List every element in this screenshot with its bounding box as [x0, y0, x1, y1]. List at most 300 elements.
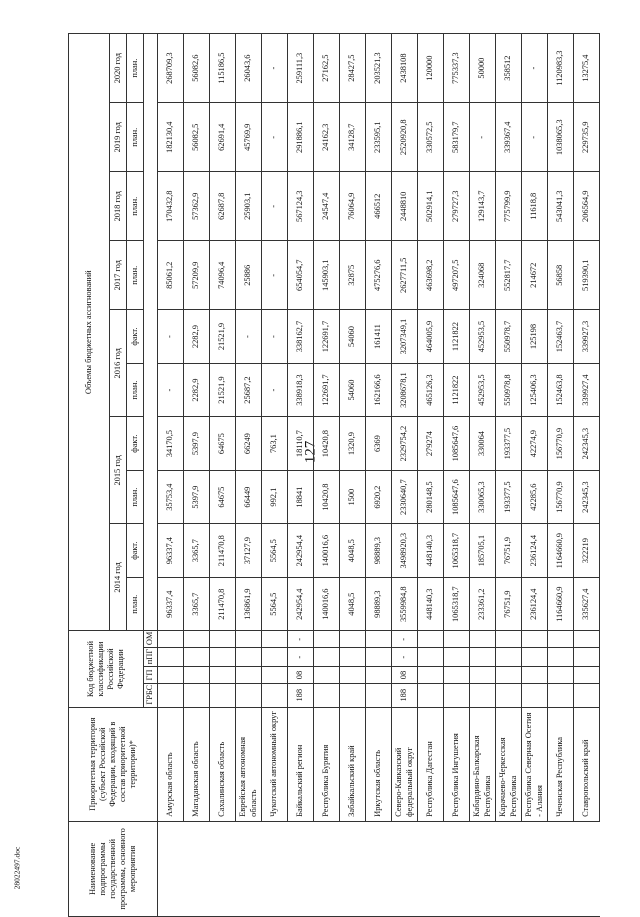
value-cell: 3365,7 [184, 577, 210, 631]
value-cell: 211470,8 [210, 577, 236, 631]
document-id: 28022497.doc [12, 846, 22, 890]
value-cell: 64675 [210, 417, 236, 471]
code-cell [548, 683, 574, 707]
value-cell: 156770,9 [548, 417, 574, 471]
table-row [262, 34, 288, 917]
code-cell [496, 648, 522, 667]
value-cell: 2627711,5 [392, 241, 418, 310]
value-cell: 37127,9 [236, 524, 262, 578]
table-row [548, 34, 574, 917]
territory-name: Республика Бурятия [314, 707, 340, 821]
territory-name: Чукотский автономный округ [262, 707, 288, 821]
value-cell: 28427,5 [340, 34, 366, 103]
value-cell: 193377,5 [496, 470, 522, 524]
header-plan: план. [126, 363, 143, 417]
table-row [496, 34, 522, 917]
value-cell: 6369 [366, 417, 392, 471]
code-cell [496, 631, 522, 648]
value-cell: - [522, 103, 548, 172]
value-cell: 185705,1 [470, 524, 496, 578]
value-cell: 161411 [366, 310, 392, 364]
value-cell: 76064,9 [340, 172, 366, 241]
value-cell: 497207,5 [444, 241, 470, 310]
value-cell: 448140,3 [418, 524, 444, 578]
value-cell: - [262, 241, 288, 310]
value-cell: 465126,3 [418, 363, 444, 417]
program-cell [314, 821, 340, 916]
header-budget-code: Код бюджетной классификации Российской Федерации [69, 631, 144, 707]
value-cell: 45769,9 [236, 103, 262, 172]
value-cell: 322219 [574, 524, 600, 578]
value-cell: 21521,9 [210, 310, 236, 364]
value-cell: 763,1 [262, 417, 288, 471]
code-cell [418, 631, 444, 648]
value-cell: 140016,6 [314, 577, 340, 631]
table-row [288, 34, 314, 917]
code-cell [158, 683, 184, 707]
table-row [314, 34, 340, 917]
header-code-om: ОМ [144, 631, 158, 648]
value-cell: 5397,9 [184, 470, 210, 524]
table-row [366, 34, 392, 917]
value-cell: 1085647,6 [444, 470, 470, 524]
table-row [574, 34, 600, 917]
code-cell [444, 683, 470, 707]
value-cell: 330065,3 [470, 470, 496, 524]
code-cell [340, 648, 366, 667]
value-cell: 233361,2 [470, 577, 496, 631]
code-cell [574, 648, 600, 667]
table-body [158, 34, 600, 917]
code-cell [366, 667, 392, 684]
table-row [236, 34, 262, 917]
value-cell: 3559984,8 [392, 577, 418, 631]
program-cell [158, 821, 184, 916]
code-cell [418, 648, 444, 667]
value-cell: - [158, 310, 184, 364]
value-cell: 120000 [418, 34, 444, 103]
value-cell: 56858 [548, 241, 574, 310]
value-cell: 4048,5 [340, 524, 366, 578]
code-cell [522, 667, 548, 684]
header-year-2016: 2016 год [109, 310, 126, 417]
value-cell: 543041,3 [548, 172, 574, 241]
value-cell: 338918,3 [288, 363, 314, 417]
code-cell [418, 683, 444, 707]
value-cell: - [522, 34, 548, 103]
code-cell [158, 648, 184, 667]
header-year-2017: 2017 год [109, 241, 126, 310]
code-cell: - [288, 631, 314, 648]
value-cell: 140016,6 [314, 524, 340, 578]
header-code-gp: ГП [144, 667, 158, 684]
value-cell: 62691,4 [210, 103, 236, 172]
value-cell: - [262, 103, 288, 172]
code-cell [548, 631, 574, 648]
value-cell: 1500 [340, 470, 366, 524]
header-year-2018: 2018 год [109, 172, 126, 241]
value-cell: 42274,9 [522, 417, 548, 471]
value-cell: 338162,7 [288, 310, 314, 364]
value-cell: 280148,5 [418, 470, 444, 524]
value-cell: 145903,1 [314, 241, 340, 310]
header-code-ppg: пПГ [144, 648, 158, 667]
value-cell: 122691,7 [314, 310, 340, 364]
code-cell [210, 631, 236, 648]
value-cell: 5397,9 [184, 417, 210, 471]
value-cell: 519390,1 [574, 241, 600, 310]
value-cell: 229735,9 [574, 103, 600, 172]
program-cell [496, 821, 522, 916]
header-fact: факт. [126, 310, 143, 364]
territory-name: Байкальский регион [288, 707, 314, 821]
value-cell: 66449 [236, 470, 262, 524]
code-cell [418, 667, 444, 684]
value-cell: 203521,3 [366, 34, 392, 103]
code-cell [262, 683, 288, 707]
code-cell [314, 667, 340, 684]
value-cell: 775337,3 [444, 34, 470, 103]
value-cell: 550978,7 [496, 310, 522, 364]
value-cell: 2520920,8 [392, 103, 418, 172]
code-cell [210, 667, 236, 684]
value-cell: 98889,3 [366, 524, 392, 578]
code-cell [496, 667, 522, 684]
value-cell: 464005,9 [418, 310, 444, 364]
value-cell: 452953,5 [470, 310, 496, 364]
code-cell [158, 631, 184, 648]
value-cell: 25886 [236, 241, 262, 310]
value-cell: 5564,5 [262, 577, 288, 631]
code-cell: 08 [288, 667, 314, 684]
program-cell [210, 821, 236, 916]
value-cell: 76751,9 [496, 524, 522, 578]
value-cell: 136861,9 [236, 577, 262, 631]
code-cell [496, 683, 522, 707]
value-cell: 2329754,2 [392, 417, 418, 471]
table-row [210, 34, 236, 917]
code-cell [314, 683, 340, 707]
header-plan: план. [126, 577, 143, 631]
program-cell [340, 821, 366, 916]
value-cell: 1121822 [444, 363, 470, 417]
code-cell [340, 683, 366, 707]
value-cell: 10420,8 [314, 417, 340, 471]
value-cell: 42285,6 [522, 470, 548, 524]
code-cell [236, 683, 262, 707]
value-cell: 32875 [340, 241, 366, 310]
header-plan: план. [126, 34, 143, 103]
value-cell: 57362,9 [184, 172, 210, 241]
territory-name: Республика Дагестан [418, 707, 444, 821]
value-cell: 13275,4 [574, 34, 600, 103]
table-row [522, 34, 548, 917]
value-cell: 24547,4 [314, 172, 340, 241]
program-cell [574, 821, 600, 916]
value-cell: 2282,9 [184, 363, 210, 417]
value-cell: 330572,5 [418, 103, 444, 172]
value-cell: 550978,8 [496, 363, 522, 417]
header-territory: Приоритетная территория (субъект Российской Федерации, входящий в состав приоритетной территории)* [69, 707, 158, 821]
header-fact: факт. [126, 417, 143, 471]
value-cell: 35753,4 [158, 470, 184, 524]
code-cell [184, 667, 210, 684]
code-cell [210, 648, 236, 667]
value-cell: 21521,9 [210, 363, 236, 417]
code-cell [210, 683, 236, 707]
value-cell: 122691,7 [314, 363, 340, 417]
value-cell: 156770,9 [548, 470, 574, 524]
value-cell: 291886,1 [288, 103, 314, 172]
value-cell: 330064 [470, 417, 496, 471]
budget-allocation-table [68, 33, 600, 917]
value-cell: 1120983,3 [548, 34, 574, 103]
territory-name: Северо-Кавказский федеральный округ [392, 707, 418, 821]
code-cell [236, 631, 262, 648]
value-cell: 339927,3 [574, 310, 600, 364]
value-cell: 279727,3 [444, 172, 470, 241]
table-row [158, 34, 184, 917]
value-cell: 214672 [522, 241, 548, 310]
value-cell: 57209,9 [184, 241, 210, 310]
value-cell: 324068 [470, 241, 496, 310]
value-cell: - [236, 310, 262, 364]
code-cell [184, 631, 210, 648]
value-cell: 5564,5 [262, 524, 288, 578]
value-cell: 242345,3 [574, 417, 600, 471]
value-cell: 34128,7 [340, 103, 366, 172]
value-cell: 152463,7 [548, 310, 574, 364]
code-cell [236, 648, 262, 667]
program-cell [444, 821, 470, 916]
value-cell: 1065318,7 [444, 577, 470, 631]
value-cell: 27162,5 [314, 34, 340, 103]
code-cell [574, 667, 600, 684]
table-row [418, 34, 444, 917]
value-cell: 775799,9 [496, 172, 522, 241]
page-number: 127 [302, 440, 319, 464]
header-program: Наименование подпрограммы государственной программы, основного мероприятия [69, 821, 158, 916]
value-cell: - [470, 103, 496, 172]
value-cell: 4048,5 [340, 577, 366, 631]
code-cell [548, 648, 574, 667]
value-cell: 463698,2 [418, 241, 444, 310]
value-cell: - [262, 172, 288, 241]
code-cell [314, 648, 340, 667]
budget-table-container [68, 33, 594, 917]
value-cell: 54060 [340, 310, 366, 364]
code-cell [262, 648, 288, 667]
value-cell: 3207349,1 [392, 310, 418, 364]
header-plan: план. [126, 241, 143, 310]
value-cell: 25903,1 [236, 172, 262, 241]
value-cell: 24162,3 [314, 103, 340, 172]
value-cell: 3365,7 [184, 524, 210, 578]
value-cell: 85061,2 [158, 241, 184, 310]
value-cell: 475276,6 [366, 241, 392, 310]
code-cell: 188 [392, 683, 418, 707]
territory-name: Еврейская автономная область [236, 707, 262, 821]
code-cell [366, 648, 392, 667]
value-cell: 1121822 [444, 310, 470, 364]
table-row [444, 34, 470, 917]
value-cell: 66249 [236, 417, 262, 471]
value-cell: 452953,5 [470, 363, 496, 417]
value-cell: 170432,8 [158, 172, 184, 241]
value-cell: 50000 [470, 34, 496, 103]
table-row [184, 34, 210, 917]
code-cell [366, 631, 392, 648]
code-cell: - [288, 648, 314, 667]
program-cell [262, 821, 288, 916]
value-cell: 3498920,3 [392, 524, 418, 578]
value-cell: 1085647,6 [444, 417, 470, 471]
value-cell: 242345,3 [574, 470, 600, 524]
value-cell: 2282,9 [184, 310, 210, 364]
code-cell [574, 631, 600, 648]
code-cell: - [392, 631, 418, 648]
header-plan: план. [126, 470, 143, 524]
value-cell: 96337,4 [158, 524, 184, 578]
code-cell [262, 631, 288, 648]
program-cell [418, 821, 444, 916]
code-cell [444, 648, 470, 667]
value-cell: 268709,3 [158, 34, 184, 103]
header-year-2020: 2020 год [109, 34, 126, 103]
territory-name: Иркутская область [366, 707, 392, 821]
value-cell: 233595,1 [366, 103, 392, 172]
territory-name: Ставропольский край [574, 707, 600, 821]
code-cell [262, 667, 288, 684]
value-cell: 34170,5 [158, 417, 184, 471]
value-cell: 2448810 [392, 172, 418, 241]
value-cell: 96337,4 [158, 577, 184, 631]
header-volumes: Объемы бюджетных ассигнований [69, 34, 110, 631]
value-cell: 6920,2 [366, 470, 392, 524]
value-cell: 125406,3 [522, 363, 548, 417]
value-cell: 98889,3 [366, 577, 392, 631]
value-cell: 54060 [340, 363, 366, 417]
value-cell: 502914,1 [418, 172, 444, 241]
code-cell [522, 683, 548, 707]
value-cell: 583179,7 [444, 103, 470, 172]
code-cell [340, 631, 366, 648]
value-cell: 242954,4 [288, 577, 314, 631]
program-cell [366, 821, 392, 916]
code-cell: - [392, 648, 418, 667]
value-cell: 279274 [418, 417, 444, 471]
value-cell: 11618,8 [522, 172, 548, 241]
value-cell: 129143,7 [470, 172, 496, 241]
value-cell: 466512 [366, 172, 392, 241]
value-cell: 1065318,7 [444, 524, 470, 578]
value-cell: 152463,8 [548, 363, 574, 417]
code-cell [470, 631, 496, 648]
program-cell [236, 821, 262, 916]
header-year-2019: 2019 год [109, 103, 126, 172]
code-cell [444, 631, 470, 648]
territory-name: Карачаево-Черкесская Республика [496, 707, 522, 821]
value-cell: 1038065,3 [548, 103, 574, 172]
code-cell [470, 648, 496, 667]
code-cell [236, 667, 262, 684]
table-header [69, 34, 158, 917]
header-year-2015: 2015 год [109, 417, 126, 524]
territory-name: Магаданская область [184, 707, 210, 821]
value-cell: 1320,9 [340, 417, 366, 471]
header-plan: план. [126, 172, 143, 241]
code-cell [366, 683, 392, 707]
value-cell: 335627,4 [574, 577, 600, 631]
code-cell [548, 667, 574, 684]
code-cell: 08 [392, 667, 418, 684]
code-cell [522, 648, 548, 667]
code-cell [470, 683, 496, 707]
value-cell: 76751,9 [496, 577, 522, 631]
value-cell: 56082,6 [184, 34, 210, 103]
value-cell: 206564,9 [574, 172, 600, 241]
value-cell: 236124,4 [522, 524, 548, 578]
table-row [392, 34, 418, 917]
territory-name: Сахалинская область [210, 707, 236, 821]
value-cell: 10420,8 [314, 470, 340, 524]
code-cell [184, 683, 210, 707]
code-cell [470, 667, 496, 684]
program-cell [392, 821, 418, 916]
value-cell: 26043,6 [236, 34, 262, 103]
program-cell [470, 821, 496, 916]
program-cell [522, 821, 548, 916]
territory-name: Амурская область [158, 707, 184, 821]
value-cell: 18110,7 [288, 417, 314, 471]
value-cell: - [158, 363, 184, 417]
value-cell: 2330640,7 [392, 470, 418, 524]
value-cell: 242954,4 [288, 524, 314, 578]
value-cell: 339927,4 [574, 363, 600, 417]
value-cell: 448140,3 [418, 577, 444, 631]
territory-name: Забайкальский край [340, 707, 366, 821]
value-cell: 62687,8 [210, 172, 236, 241]
header-plan: план. [126, 103, 143, 172]
value-cell: 211470,8 [210, 524, 236, 578]
value-cell: 552817,7 [496, 241, 522, 310]
code-cell: 188 [288, 683, 314, 707]
value-cell: 74096,4 [210, 241, 236, 310]
territory-name: Республика Северная Осетия - Алания [522, 707, 548, 821]
territory-name: Кабардино-Балкарская Республика [470, 707, 496, 821]
value-cell: 115186,5 [210, 34, 236, 103]
value-cell: 25687,2 [236, 363, 262, 417]
value-cell: 2438108 [392, 34, 418, 103]
value-cell: 259111,3 [288, 34, 314, 103]
header-fact: факт. [126, 524, 143, 578]
header-year-2014: 2014 год [109, 524, 126, 631]
territory-name: Чеченская Республика [548, 707, 574, 821]
code-cell [314, 631, 340, 648]
code-cell [522, 631, 548, 648]
value-cell: 1164660,9 [548, 524, 574, 578]
value-cell: 162166,6 [366, 363, 392, 417]
value-cell: 3208678,1 [392, 363, 418, 417]
program-cell [184, 821, 210, 916]
value-cell: - [262, 363, 288, 417]
value-cell: - [262, 310, 288, 364]
table-row [470, 34, 496, 917]
header-spacer [144, 34, 158, 631]
value-cell: - [262, 34, 288, 103]
value-cell: 125198 [522, 310, 548, 364]
value-cell: 567124,3 [288, 172, 314, 241]
